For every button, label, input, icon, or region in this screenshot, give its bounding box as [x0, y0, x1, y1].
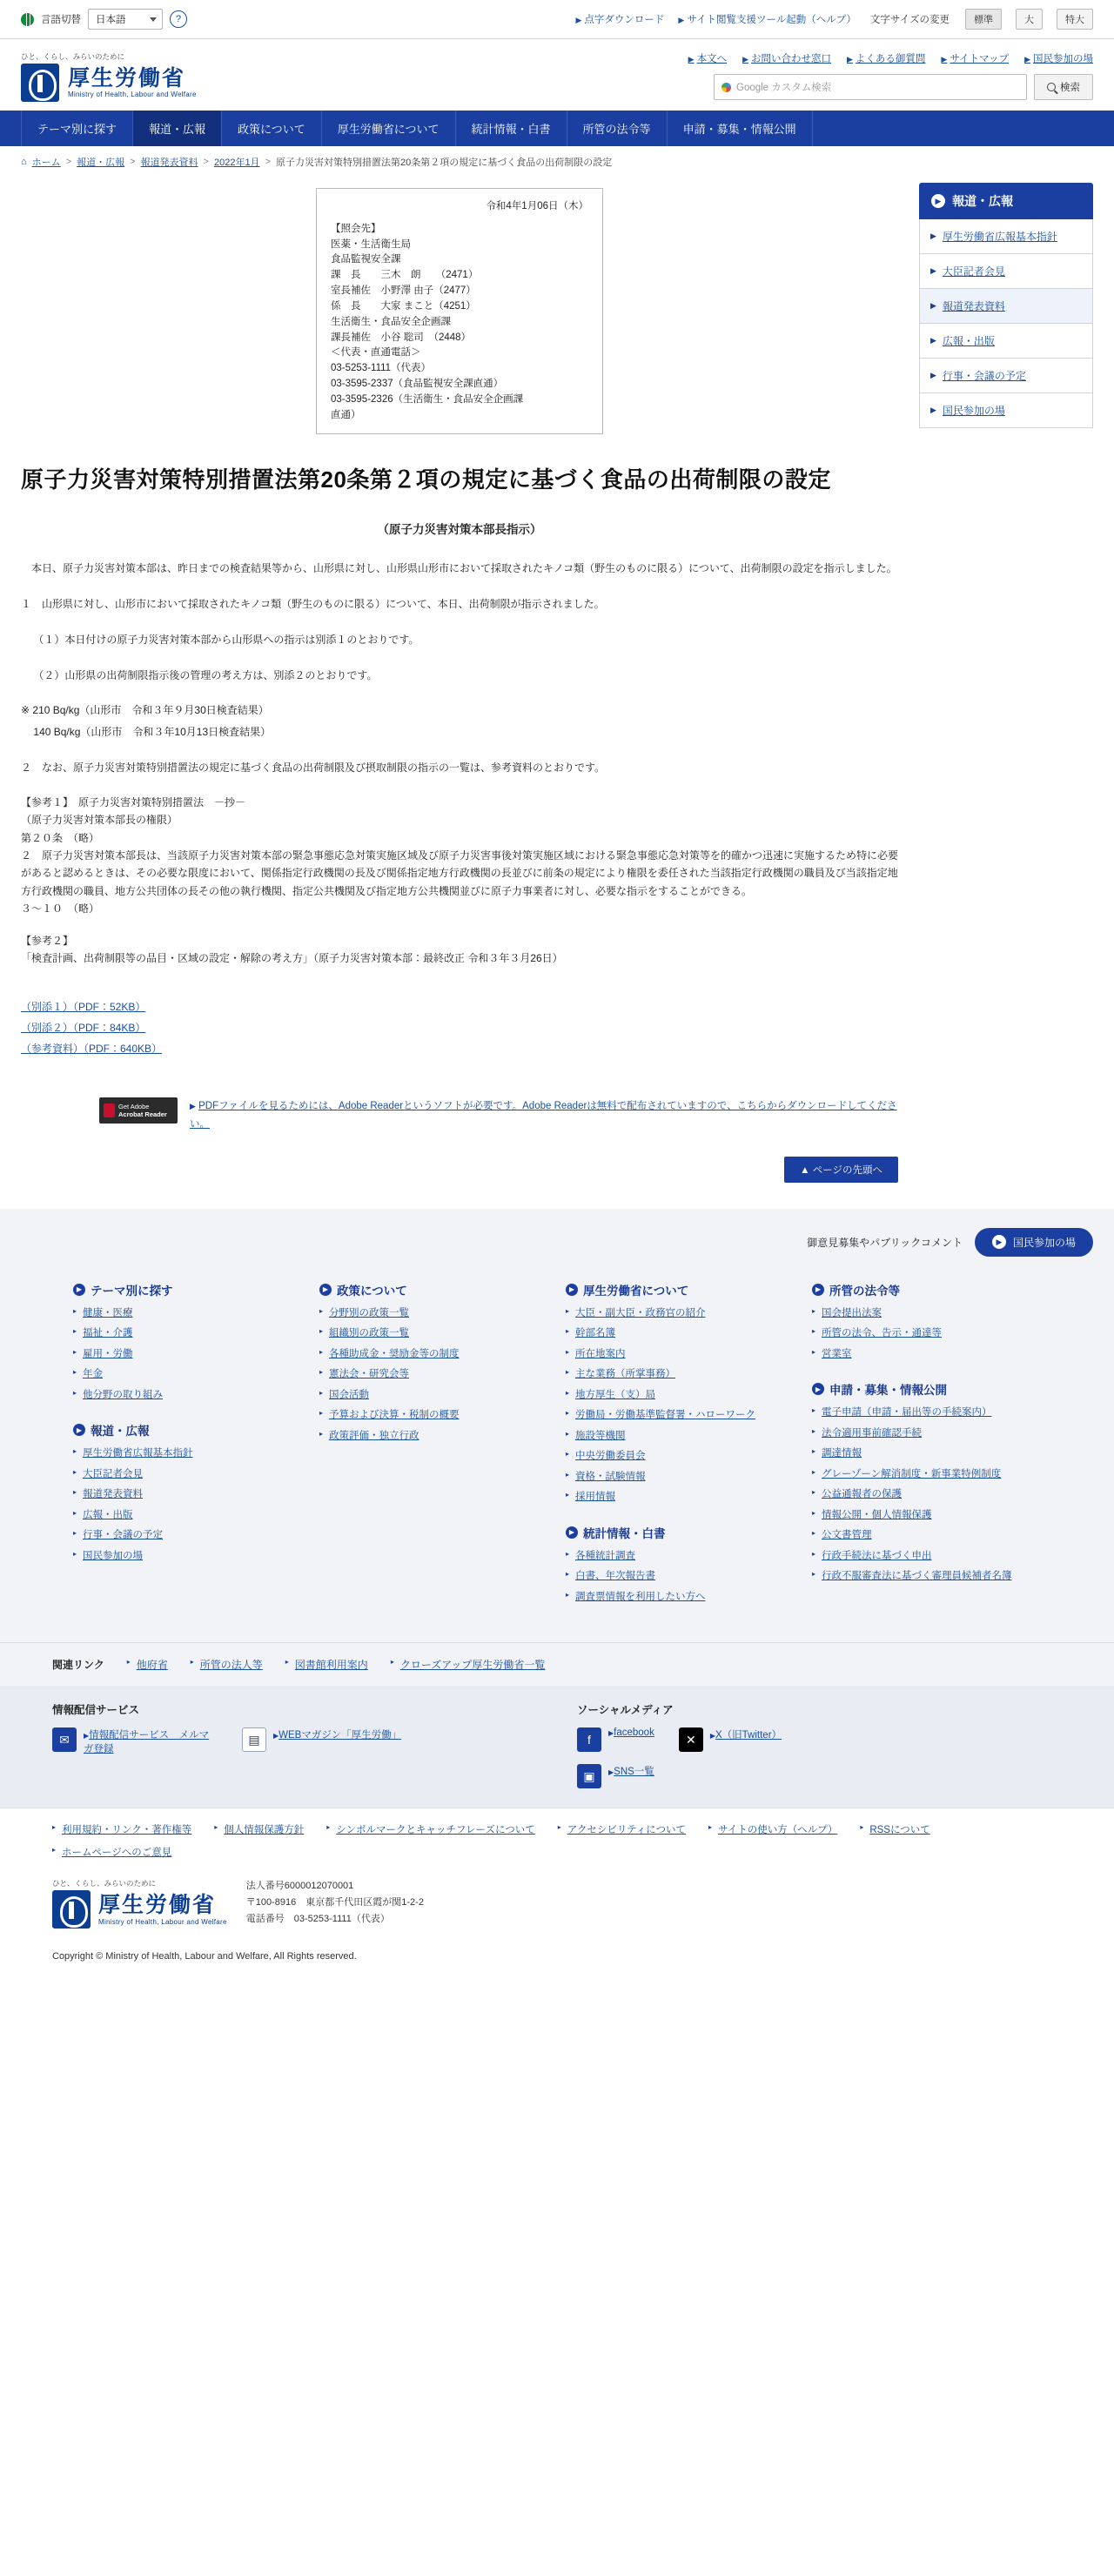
- list-item[interactable]: ▸ 政策評価・独立行政: [319, 1430, 548, 1444]
- header-link-main-content[interactable]: ▶ 本文へ: [688, 54, 728, 64]
- list-item[interactable]: ▸ 情報公開・個人情報保護: [812, 1509, 1041, 1523]
- contact-info-box: [316, 188, 603, 434]
- list-item[interactable]: ▸ 公文書管理: [812, 1529, 1041, 1543]
- search-input[interactable]: [714, 74, 1027, 100]
- footer-columns: [21, 1272, 1093, 1634]
- footer-address: [246, 1878, 424, 1927]
- nav-theme[interactable]: テーマ別に探す: [21, 111, 133, 146]
- postal-address: 〒100-8916 東京都千代田区霞が関1-2-2: [245, 1897, 424, 1909]
- reference-1-tail: ３～１０ （略）: [21, 902, 100, 916]
- list-item[interactable]: ▸ 中央労働委員会: [566, 1450, 795, 1464]
- help-icon[interactable]: ?: [170, 10, 187, 28]
- list-item[interactable]: ▸ 白書、年次報告書: [566, 1570, 795, 1584]
- sidebar-item-public-participation[interactable]: [919, 393, 1093, 428]
- breadcrumb-item-press[interactable]: 報道・広報: [77, 158, 125, 168]
- triangle-right-icon: ▶: [847, 55, 853, 64]
- footer-heading-laws: ▶ 所管の法令等: [812, 1281, 1041, 1298]
- footer-heading-theme: ▶ テーマ別に探す: [73, 1281, 302, 1298]
- list-item[interactable]: ▸ 電子申請（申請・届出等の手続案内）: [812, 1406, 1041, 1420]
- list-item[interactable]: ▸ 営業室: [812, 1348, 1041, 1362]
- list-item[interactable]: ▸ 地方厚生（支）局: [566, 1389, 795, 1403]
- list-item[interactable]: ▸ 各種統計調査: [566, 1550, 795, 1564]
- list-item[interactable]: ▸ 労働局・労働基準監督署・ハローワーク: [566, 1409, 795, 1423]
- contact-line: 03-5253-1111（代表）: [331, 363, 432, 374]
- book-icon: ▤: [242, 1727, 266, 1752]
- sidebar-item-publications[interactable]: [919, 324, 1093, 359]
- braille-download-link[interactable]: [575, 12, 664, 26]
- policy-link-terms[interactable]: ▸ 利用規約・リンク・著作権等: [52, 1822, 191, 1836]
- sns-icon: ▣: [577, 1764, 601, 1788]
- list-item[interactable]: ▸ 幹部名簿: [566, 1327, 795, 1341]
- list-item[interactable]: ▸ 厚生労働省広報基本指針: [73, 1447, 302, 1461]
- triangle-right-icon: ▶: [84, 1732, 90, 1741]
- related-links-label: 関連リンク: [52, 1659, 104, 1672]
- breadcrumb-separator: >: [65, 157, 72, 167]
- ministry-emblem-icon: [52, 1890, 91, 1929]
- chevron-right-icon: ▶: [992, 1235, 1006, 1249]
- list-item[interactable]: ▸ 資格・試験情報: [566, 1471, 795, 1485]
- sidebar-item-press-releases[interactable]: [919, 289, 1093, 324]
- reference-2-body: 「検査計画、出荷制限等の品目・区域の設定・解除の考え方」（原子力災害対策本部：最終改正 令和３年３月26日）: [21, 951, 563, 964]
- chevron-right-icon: ▶: [73, 1284, 85, 1296]
- fontsize-standard-button[interactable]: 標準: [965, 9, 1002, 30]
- list-item[interactable]: ▸ 健康・医療: [73, 1307, 302, 1321]
- chevron-right-icon: ▶: [73, 1424, 85, 1436]
- footer-top: [0, 1209, 1114, 1643]
- header-link-faq[interactable]: ▶ よくある御質問: [847, 54, 926, 64]
- footer-heading-press: ▶ 報道・広報: [73, 1421, 302, 1439]
- breadcrumb-item-month[interactable]: 2022年1月: [213, 158, 260, 168]
- list-item[interactable]: ▸ 調達情報: [812, 1447, 1041, 1461]
- triangle-right-icon: ▶: [930, 301, 936, 310]
- attachment-link-3[interactable]: （参考資料）（PDF：640KB）: [21, 1043, 163, 1056]
- logo-supra-text: ひと、くらし、みらいのために: [21, 52, 125, 61]
- list-item[interactable]: ▸ 国会活動: [319, 1389, 548, 1403]
- reference-2-heading: 【参考２】: [21, 934, 74, 947]
- list-item[interactable]: ▸ 年金: [73, 1368, 302, 1382]
- service-mail-magazine[interactable]: [52, 1727, 218, 1755]
- attachment-link-1[interactable]: （別添１）（PDF：52KB）: [21, 1001, 146, 1014]
- contact-heading: 【照会先】: [331, 223, 381, 234]
- list-item[interactable]: ▸ 公益通報者の保護: [812, 1488, 1041, 1502]
- list-item[interactable]: ▸ 大臣・副大臣・政務官の紹介: [566, 1307, 795, 1321]
- chevron-right-icon: ▶: [812, 1284, 824, 1296]
- footer-logo-title-ja: 厚生労働省: [98, 1893, 217, 1918]
- triangle-right-icon: ▶: [575, 16, 582, 24]
- services-heading: 情報配信サービス: [52, 1704, 140, 1717]
- search-icon: [1047, 83, 1056, 91]
- list-item[interactable]: ▸ グレーゾーン解消制度・新事業特例制度: [812, 1468, 1041, 1482]
- footer-column-policy: [319, 1281, 548, 1612]
- measurement-line-1: ※ 210 Bq/kg（山形市 令和３年９月30日検査結果）: [21, 704, 269, 717]
- adobe-note-link[interactable]: PDFファイルを見るためには、Adobe Readerというソフトが必要です。Adobe Readerは無料で配布されていますので、こちらからダウンロードしてください。: [190, 1101, 897, 1130]
- x-twitter-icon: ✕: [679, 1727, 703, 1752]
- triangle-right-icon: ▶: [930, 336, 936, 345]
- triangle-right-icon: ▶: [930, 266, 936, 275]
- page-title: 原子力災害対策特別措置法第20条第２項の規定に基づく食品の出荷制限の設定: [21, 466, 831, 493]
- chevron-right-icon: ▶: [566, 1526, 578, 1539]
- contact-line: 03-3595-2326（生活衛生・食品安全企画課: [331, 393, 524, 405]
- policy-link-accessibility[interactable]: ▸ アクセシビリティについて: [558, 1822, 686, 1836]
- list-item[interactable]: ▸ 行政手続法に基づく申出: [812, 1550, 1041, 1564]
- reference-1-heading: 【参考１】 原子力災害対策特別措置法 －抄－: [21, 795, 246, 808]
- list-item[interactable]: ▸ 施設等機関: [566, 1430, 795, 1444]
- attachment-links: [21, 996, 898, 1059]
- section-2: ２ なお、原子力災害対策特別措置法の規定に基づく食品の出荷制限及び摂取制限の指示の一覧は、参考資料のとおりです。: [21, 761, 606, 775]
- language-switch[interactable]: [21, 9, 187, 30]
- section-1-item-1: （１）本日付けの原子力災害対策本部から山形県への指示は別添１のとおりです。: [33, 633, 419, 646]
- contact-line: 03-3595-2337（食品監視安全課直通）: [331, 378, 504, 389]
- page-top-label: ▲ ページの先頭へ: [784, 1157, 898, 1183]
- adobe-badge-line2: Acrobat Reader: [118, 1110, 167, 1119]
- page-top-button[interactable]: [21, 1157, 898, 1183]
- social-sns-list[interactable]: [577, 1764, 654, 1788]
- copyright: Copyright © Ministry of Health, Labour and Welfare, All Rights reserved.: [0, 1951, 1114, 1982]
- contact-line: 直通）: [331, 409, 361, 420]
- adobe-reader-notice: [21, 1097, 898, 1133]
- triangle-right-icon: ▶: [1024, 55, 1030, 64]
- adobe-reader-icon[interactable]: [99, 1097, 178, 1124]
- viewer-tool-label: サイト閲覧支援ツール起動（ヘルプ）: [687, 15, 856, 25]
- list-item[interactable]: ▸ 雇用・労働: [73, 1348, 302, 1362]
- section-1-item-2: （２）山形県の出荷制限指示後の管理の考え方は、別添２のとおりです。: [33, 668, 378, 681]
- contact-line: 生活衛生・食品安全企画課: [331, 316, 451, 327]
- footer-heading-policy: ▶ 政策について: [319, 1281, 548, 1298]
- phone-number: 電話番号 03-5253-1111（代表）: [245, 1913, 390, 1924]
- policy-link-privacy[interactable]: ▸ 個人情報保護方針: [214, 1822, 304, 1836]
- site-header: [0, 39, 1114, 111]
- footer-column-laws: [812, 1281, 1041, 1612]
- list-item[interactable]: ▸ 調査票情報を利用したい方へ: [566, 1591, 795, 1605]
- list-item[interactable]: ▸ 国民参加の場: [73, 1550, 302, 1564]
- facebook-icon: f: [577, 1727, 601, 1752]
- header-links: [688, 51, 1093, 65]
- sidebar-item-label[interactable]: 厚生労働省広報基本指針: [942, 231, 1057, 243]
- measurement-line-2: 140 Bq/kg（山形市 令和３年10月13日検査結果）: [33, 726, 272, 739]
- sidebar: [919, 183, 1093, 428]
- triangle-right-icon: ▶: [190, 1102, 196, 1111]
- social-x-twitter[interactable]: [679, 1727, 782, 1788]
- reference-1-article: 第２０条 （略）: [21, 831, 100, 844]
- footer-bottom: [0, 1873, 1114, 1951]
- breadcrumb: [0, 146, 1114, 178]
- service-web-magazine[interactable]: [242, 1727, 401, 1755]
- contact-line: 医薬・生活衛生局: [331, 238, 411, 250]
- main-content: [21, 183, 898, 1183]
- footer-column-theme: [73, 1281, 302, 1612]
- triangle-right-icon: ▶: [608, 1729, 614, 1738]
- reference-1-subheading: （原子力災害対策本部長の権限）: [21, 814, 178, 827]
- contact-line: 室長補佐 小野澤 由子（2477）: [331, 285, 476, 297]
- language-switch-label: 言語切替: [41, 15, 81, 25]
- list-item[interactable]: ▸ 大臣記者会見: [73, 1468, 302, 1482]
- list-item[interactable]: ▸ 組織別の政策一覧: [319, 1327, 548, 1341]
- list-item[interactable]: ▸ 予算および決算・税制の概要: [319, 1409, 548, 1423]
- sidebar-item-press-conference[interactable]: [919, 254, 1093, 289]
- logo-title-en: Ministry of Health, Labour and Welfare: [68, 91, 197, 99]
- nav-laws[interactable]: 所管の法令等: [567, 111, 668, 146]
- logo-title-ja: 厚生労働省: [68, 65, 186, 91]
- nav-policy[interactable]: 政策について: [222, 111, 322, 146]
- triangle-right-icon: ▶: [930, 371, 936, 379]
- policy-link-symbol[interactable]: ▸ シンボルマークとキャッチフレーズについて: [326, 1822, 534, 1836]
- footer-services: [0, 1686, 1114, 1808]
- list-item[interactable]: ▸ 行事・会議の予定: [73, 1529, 302, 1543]
- public-comment-text: 御意見募集やパブリックコメント: [807, 1236, 963, 1249]
- release-date: 令和4年1月06日（木）: [486, 201, 588, 211]
- language-selected-value: 日本語: [96, 15, 126, 25]
- footer-heading-statistics: ▶ 統計情報・白書: [566, 1524, 795, 1541]
- sidebar-heading-label: 報道・広報: [952, 194, 1013, 208]
- language-select[interactable]: [88, 9, 163, 30]
- social-label[interactable]: X（旧Twitter）: [715, 1730, 782, 1741]
- triangle-right-icon: ▶: [273, 1732, 279, 1741]
- list-item[interactable]: ▸ 所在地案内: [566, 1348, 795, 1362]
- contact-line: 課長補佐 小谷 聡司 （2448）: [331, 332, 472, 343]
- adobe-badge-line1: Get Adobe: [118, 1102, 150, 1110]
- page-subtitle: （原子力災害対策本部長指示）: [377, 523, 542, 537]
- braille-download-label: 点字ダウンロード: [584, 15, 665, 25]
- list-item[interactable]: ▸ 採用情報: [566, 1491, 795, 1505]
- social-label[interactable]: facebook: [614, 1727, 654, 1739]
- policy-link-feedback[interactable]: ▸ ホームページへのご意見: [52, 1845, 171, 1859]
- related-link-closeup[interactable]: ▸ クローズアップ厚生労働省一覧: [391, 1657, 546, 1672]
- corporate-number: 法人番号6000012070001: [245, 1881, 354, 1892]
- footer-logo-supra: ひと、くらし、みらいのために: [52, 1879, 157, 1888]
- triangle-right-icon: ▶: [930, 231, 936, 240]
- nav-statistics[interactable]: 統計情報・白書: [456, 111, 567, 146]
- header-link-sitemap[interactable]: ▶ サイトマップ: [941, 54, 1010, 64]
- globe-icon: [21, 13, 34, 26]
- triangle-right-icon: ▶: [709, 1732, 715, 1741]
- info-delivery-services: [52, 1701, 537, 1788]
- list-item[interactable]: ▸ 憲法会・研究会等: [319, 1368, 548, 1382]
- sidebar-item-pr-guideline[interactable]: [919, 219, 1093, 254]
- breadcrumb-item-releases[interactable]: 報道発表資料: [140, 158, 198, 168]
- social-label[interactable]: SNS一覧: [614, 1767, 654, 1778]
- nav-applications[interactable]: 申請・募集・情報公開: [668, 111, 813, 146]
- reference-1-body: ２ 原子力災害対策本部長は、当該原子力災害対策本部の緊急事態応急対策実施区域及び原子力災害事後対策実施区域における緊急事態応急対策等を的確かつ迅速に実施するため特に必要があると認めるときは、その必要な限度において、関係指定行政機関の長及び関係指定地方行政機関の長並びに前条の規定により権限を委任された当該指定行政機関の職員及び当該指定地方行政機関の職員、地方公共団体の長その他の執行機関、指定公共機関及び指定地方公共機関並びに原子力事業者に対し、必要な指示をすることができる。: [21, 849, 899, 897]
- chevron-right-icon: ▶: [931, 194, 945, 208]
- contact-line: ＜代表・直通電話＞: [331, 347, 421, 359]
- ministry-emblem-icon: [21, 64, 59, 102]
- footer-logo-title-en: Ministry of Health, Labour and Welfare: [98, 1917, 227, 1926]
- footer-column-about: [566, 1281, 795, 1612]
- breadcrumb-separator: >: [130, 157, 136, 167]
- sidebar-item-label[interactable]: 国民参加の場: [942, 405, 1005, 417]
- sidebar-item-label[interactable]: 大臣記者会見: [942, 265, 1005, 278]
- fontsize-large-button[interactable]: 大: [1016, 9, 1043, 30]
- list-item[interactable]: ▸ 行政不服審査法に基づく審理員候補者名簿: [812, 1570, 1041, 1584]
- social-facebook[interactable]: [577, 1727, 654, 1752]
- list-item[interactable]: ▸ 各種助成金・奨励金等の制度: [319, 1348, 548, 1362]
- section-1: １ 山形県に対し、山形市において採取されたキノコ類（野生のものに限る）について、本日、出荷制限が指示されました。: [21, 598, 605, 611]
- list-item[interactable]: ▸ 報道発表資料: [73, 1488, 302, 1502]
- site-logo[interactable]: [21, 64, 197, 102]
- triangle-right-icon: ▶: [941, 55, 948, 64]
- social-media: [577, 1701, 1062, 1788]
- viewer-tool-link[interactable]: [678, 12, 856, 26]
- attachment-link-2[interactable]: （別添２）（PDF：84KB）: [21, 1022, 146, 1035]
- related-link-corporations[interactable]: ▸ 所管の法人等: [191, 1657, 263, 1672]
- social-heading: ソーシャルメディア: [577, 1704, 674, 1717]
- contact-line: 食品監視安全課: [331, 254, 401, 265]
- chevron-right-icon: ▶: [566, 1284, 578, 1296]
- list-item[interactable]: ▸ 分野別の政策一覧: [319, 1307, 548, 1321]
- service-label[interactable]: WEBマガジン「厚生労働」: [278, 1730, 402, 1741]
- related-link-other-ministries[interactable]: ▸ 他府省: [127, 1657, 168, 1672]
- list-item[interactable]: ▸ 所管の法令、告示・通達等: [812, 1327, 1041, 1341]
- list-item[interactable]: ▸ 主な業務（所掌事務）: [566, 1368, 795, 1382]
- breadcrumb-separator: >: [203, 157, 209, 167]
- home-icon: ⌂: [21, 157, 27, 167]
- chevron-down-icon: [150, 17, 157, 22]
- contact-line: 課 長 三木 朗 （2471）: [331, 270, 479, 281]
- global-navigation: [0, 111, 1114, 146]
- list-item[interactable]: ▸ 他分野の取り組み: [73, 1389, 302, 1403]
- lead-paragraph: 本日、原子力災害対策本部は、昨日までの検査結果等から、山形県に対し、山形県山形市において採取されたキノコ類（野生のものに限る）について、出荷制限の設定を指示しました。: [31, 562, 897, 575]
- search-button-label: 検索: [1060, 83, 1080, 93]
- utility-bar: [0, 0, 1114, 39]
- footer-logo[interactable]: [52, 1890, 227, 1929]
- triangle-right-icon: ▶: [688, 55, 695, 64]
- fontsize-label: 文字サイズの変更: [869, 15, 950, 25]
- sidebar-heading: [919, 183, 1093, 219]
- chevron-right-icon: ▶: [319, 1284, 332, 1296]
- sidebar-item-label[interactable]: 広報・出版: [942, 335, 995, 347]
- public-participation-button[interactable]: [975, 1228, 1093, 1257]
- header-link-contact[interactable]: ▶ お問い合わせ窓口: [742, 54, 831, 64]
- policy-link-help[interactable]: ▸ サイトの使い方（ヘルプ）: [708, 1822, 837, 1836]
- related-links: [0, 1642, 1114, 1686]
- sidebar-item-label[interactable]: 報道発表資料: [942, 300, 1005, 312]
- breadcrumb-current: 原子力災害対策特別措置法第20条第２項の規定に基づく食品の出荷制限の設定: [276, 158, 613, 168]
- footer-heading-about: ▶ 厚生労働省について: [566, 1281, 795, 1298]
- breadcrumb-home[interactable]: ホーム: [31, 158, 61, 168]
- triangle-right-icon: ▶: [608, 1768, 614, 1777]
- contact-line: 係 長 大家 まこと（4251）: [331, 300, 476, 312]
- sidebar-item-label[interactable]: 行事・会議の予定: [942, 370, 1026, 382]
- adobe-note-text: [190, 1097, 898, 1133]
- search-placeholder: Google カスタム検索: [736, 83, 832, 93]
- search-button[interactable]: [1034, 74, 1093, 100]
- breadcrumb-separator: >: [265, 157, 271, 167]
- nav-about[interactable]: 厚生労働省について: [322, 111, 456, 146]
- sidebar-item-events[interactable]: [919, 359, 1093, 393]
- triangle-right-icon: ▶: [930, 406, 936, 414]
- chevron-right-icon: ▶: [812, 1383, 824, 1395]
- service-label[interactable]: 情報配信サービス メルマガ登録: [84, 1730, 210, 1755]
- list-item[interactable]: ▸ 国会提出法案: [812, 1307, 1041, 1321]
- public-participation-label: 国民参加の場: [1012, 1236, 1076, 1249]
- list-item[interactable]: ▸ 広報・出版: [73, 1509, 302, 1523]
- header-link-public-participation[interactable]: ▶ 国民参加の場: [1024, 54, 1093, 64]
- list-item[interactable]: ▸ 福祉・介護: [73, 1327, 302, 1341]
- policy-link-rss[interactable]: ▸ RSSについて: [860, 1822, 929, 1836]
- list-item[interactable]: ▸ 法令適用事前確認手続: [812, 1427, 1041, 1441]
- triangle-right-icon: ▶: [742, 55, 748, 64]
- nav-press[interactable]: 報道・広報: [133, 111, 222, 146]
- footer-heading-applications: ▶ 申請・募集・情報公開: [812, 1380, 1041, 1398]
- google-icon: [721, 83, 731, 92]
- fontsize-xlarge-button[interactable]: 特大: [1057, 9, 1093, 30]
- policy-links: [0, 1808, 1114, 1873]
- triangle-right-icon: ▶: [678, 16, 685, 24]
- related-link-library[interactable]: ▸ 図書館利用案内: [285, 1657, 368, 1672]
- mail-icon: ✉: [52, 1727, 77, 1752]
